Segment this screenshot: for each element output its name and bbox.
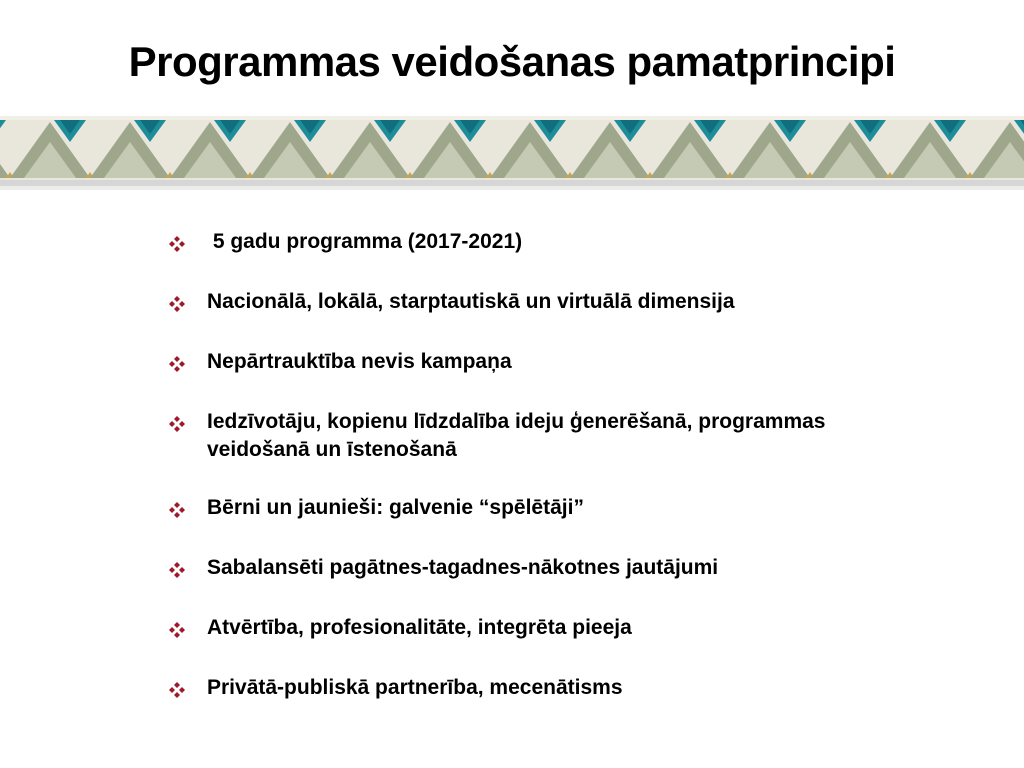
diamond-bullet-icon bbox=[169, 296, 185, 312]
diamond-bullet-icon bbox=[169, 562, 185, 578]
bullet-item bbox=[165, 408, 847, 464]
diamond-bullet-icon bbox=[169, 356, 185, 372]
bullet-text: Sabalansēti pagātnes-tagadnes-nākotnes jautājumi bbox=[207, 556, 719, 579]
bullet-item bbox=[165, 614, 945, 642]
diamond-bullet-icon bbox=[169, 622, 185, 638]
bullet-item bbox=[165, 288, 945, 316]
slide-title: Programmas veidošanas pamatprincipi bbox=[128, 38, 896, 85]
diamond-bullet-icon bbox=[169, 682, 185, 698]
bullet-item bbox=[165, 348, 945, 376]
bullet-list bbox=[165, 228, 945, 734]
diamond-bullet-icon bbox=[169, 236, 185, 252]
bullet-text: Privātā-publiskā partnerība, mecenātisms bbox=[207, 676, 623, 699]
triangle-pattern-icon bbox=[0, 112, 1024, 194]
bullet-text: Nacionālā, lokālā, starptautiskā un virtuālā dimensija bbox=[207, 290, 735, 313]
diamond-bullet-icon bbox=[169, 416, 185, 432]
bullet-text: 5 gadu programma (2017-2021) bbox=[207, 230, 523, 253]
decorative-triangle-band bbox=[0, 112, 1024, 194]
bullet-item bbox=[165, 674, 945, 702]
bullet-text: Atvērtība, profesionalitāte, integrēta pieeja bbox=[207, 616, 632, 639]
bullet-text: Iedzīvotāju, kopienu līdzdalība ideju ģenerēšanā, programmas veidošanā un īstenošanā bbox=[207, 410, 826, 461]
bullet-text: Bērni un jaunieši: galvenie “spēlētāji” bbox=[207, 496, 584, 519]
bullet-item bbox=[165, 554, 945, 582]
bullet-text: Nepārtrauktība nevis kampaņa bbox=[207, 350, 512, 373]
bullet-item bbox=[165, 228, 945, 256]
bullet-item bbox=[165, 494, 945, 522]
diamond-bullet-icon bbox=[169, 502, 185, 518]
